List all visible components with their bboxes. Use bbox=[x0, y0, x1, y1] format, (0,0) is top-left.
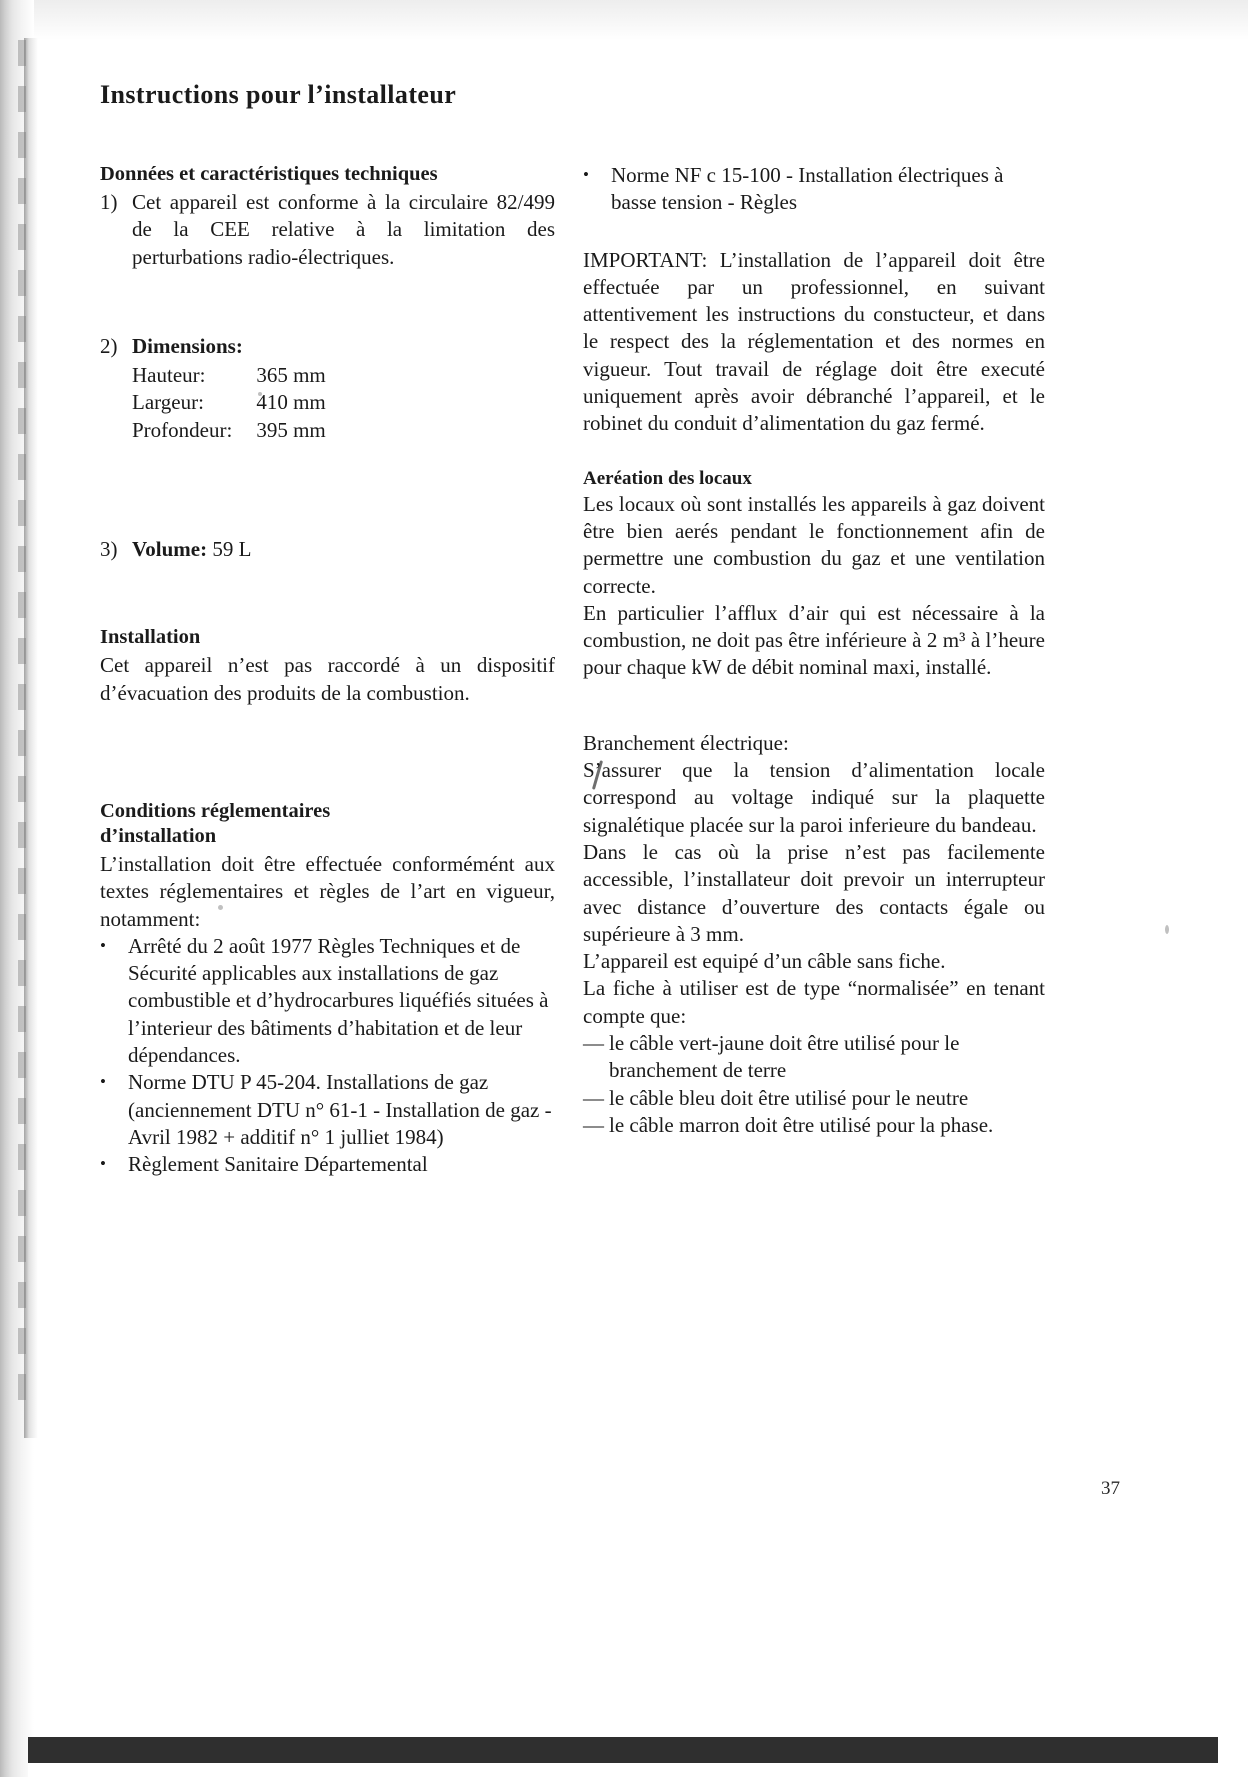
spacer bbox=[100, 563, 555, 625]
volume-line bbox=[132, 536, 555, 563]
list-item-text: le câble vert-jaune doit être utilisé pour le branchement de terre bbox=[609, 1031, 960, 1083]
section-heading-aeration: Aeréation des locaux bbox=[583, 467, 752, 489]
dimension-value: 365 mm bbox=[256, 363, 326, 388]
page-number: 37 bbox=[1101, 1478, 1120, 1499]
dash-icon: — bbox=[583, 1085, 604, 1110]
scan-left-streak bbox=[24, 38, 38, 1438]
table-row bbox=[132, 417, 326, 444]
conditions-intro-paragraph: L’installation doit être effectuée conformémént aux textes réglementaires et règles de l’art en vigueur, notamment: bbox=[100, 851, 555, 931]
bullet-icon: • bbox=[583, 165, 589, 184]
list-item-text: Norme NF c 15-100 - Installation électriques à basse tension - Règles bbox=[611, 163, 1004, 215]
dimensions-label: Dimensions: bbox=[132, 333, 243, 358]
right-column bbox=[583, 162, 1045, 1139]
aeration-paragraph-2: En particulier l’afflux d’air qui est nécessaire à la combustion, ne doit pas être inférieure à 2 m³ à l’heure pour chaque kW de débit nominal maxi, installé. bbox=[583, 600, 1045, 680]
list-item-text: le câble bleu doit être utilisé pour le neutre bbox=[609, 1085, 969, 1110]
spacer bbox=[583, 217, 1045, 247]
cable-dash-list bbox=[583, 1030, 1045, 1139]
conditions-heading-line2: d’installation bbox=[100, 824, 217, 847]
norm-bullet-list bbox=[583, 162, 1045, 217]
list-item-text: Norme DTU P 45-204. Installations de gaz (anciennement DTU n° 61-1 - Installation de gaz - Avril 1982 + additif n° 1 julliet 1984) bbox=[128, 1070, 552, 1149]
dimensions-table bbox=[132, 362, 326, 444]
dimension-label: Hauteur: bbox=[132, 363, 206, 388]
scan-speck bbox=[1165, 925, 1169, 934]
branchement-heading: Branchement électrique: bbox=[583, 730, 789, 755]
aeration-paragraph-1: Les locaux où sont installés les appareils à gaz doivent être bien aerés pendant le fonctionnement afin de permettre une combustion du gaz et une ventilation correcte. bbox=[583, 491, 1045, 598]
scan-top-shading bbox=[0, 0, 1248, 40]
spacer bbox=[100, 707, 555, 769]
bullet-icon: • bbox=[100, 1154, 106, 1174]
dimension-label: Largeur: bbox=[132, 390, 204, 415]
list-item bbox=[100, 1069, 555, 1151]
scan-bottom-white-strip bbox=[28, 1763, 1218, 1777]
installation-paragraph: Cet appareil n’est pas raccordé à un dispositif d’évacuation des produits de la combustion. bbox=[100, 653, 555, 705]
list-item-text: le câble marron doit être utilisé pour la phase. bbox=[609, 1112, 994, 1137]
volume-label: Volume: bbox=[132, 537, 208, 562]
bullet-icon: • bbox=[100, 935, 106, 955]
section-heading-installation: Installation bbox=[100, 626, 201, 649]
list-item bbox=[583, 162, 1045, 217]
dash-icon: — bbox=[583, 1031, 604, 1056]
conditions-bullet-list bbox=[100, 933, 555, 1179]
dash-icon: — bbox=[583, 1112, 604, 1137]
branchement-paragraph-2: Dans le cas où la prise n’est pas facilemente accessible, l’installateur doit prevoir un interrupteur avec distance d’ouverture des contacts égale ou supérieure à 3 mm. bbox=[583, 839, 1045, 946]
list-item-text: Arrêté du 2 août 1977 Règles Techniques et de Sécurité applicables aux installations de gaz combustible et d’hydrocarbures liquéfiés situées à l’interieur des bâtiments d’habitation et de leur dépendances. bbox=[128, 933, 549, 1068]
spacer bbox=[100, 444, 555, 506]
branchement-paragraph-4: La fiche à utiliser est de type “normalisée” en tenant compte que: bbox=[583, 976, 1045, 1028]
spacer bbox=[100, 769, 555, 799]
item-marker: 1) bbox=[100, 190, 118, 214]
dimension-label: Profondeur: bbox=[132, 417, 233, 442]
scan-left-speckle-strip bbox=[18, 40, 26, 1420]
bullet-icon: • bbox=[100, 1072, 106, 1092]
item-text: Cet appareil est conforme à la circulaire 82/499 de la CEE relative à la limitation des perturbations radio-électriques. bbox=[132, 190, 555, 269]
list-item bbox=[583, 1085, 1045, 1112]
page-title: Instructions pour l’installateur bbox=[100, 80, 457, 109]
branchement-paragraph-1: S’assurer que la tension d’alimentation locale correspond au voltage indiqué sur la plaquette signalétique placée sur la paroi inferieure du bandeau. bbox=[583, 758, 1045, 837]
list-item bbox=[100, 1151, 555, 1178]
table-row bbox=[132, 389, 326, 416]
item-marker: 3) bbox=[100, 537, 118, 562]
spacer bbox=[583, 438, 1045, 468]
list-item-text: Règlement Sanitaire Départemental bbox=[128, 1152, 428, 1177]
branchement-paragraph-3: L’appareil est equipé d’un câble sans fiche. bbox=[583, 949, 946, 974]
dimension-value: 395 mm bbox=[256, 417, 326, 442]
list-item bbox=[583, 1030, 1045, 1085]
left-column bbox=[100, 162, 555, 1179]
dimension-value: 410 mm bbox=[256, 390, 326, 415]
item-marker: 2) bbox=[100, 333, 118, 358]
important-paragraph: IMPORTANT: L’installation de l’appareil doit être effectuée par un professionnel, en suivant attentivement les instructions du constucteur, et dans le respect des la réglementation et des normes en vigueur. Tout travail de réglage doit être executé uniquement après avoir débranché l’appareil, et le robinet du conduit d’alimentation du gaz fermé. bbox=[583, 247, 1045, 436]
numbered-item-1 bbox=[100, 189, 555, 271]
list-item bbox=[583, 1112, 1045, 1139]
table-row bbox=[132, 362, 326, 389]
spacer bbox=[100, 271, 555, 333]
volume-value: 59 L bbox=[212, 537, 252, 562]
spacer bbox=[100, 506, 555, 536]
numbered-item-2 bbox=[100, 333, 555, 360]
page-content bbox=[100, 80, 1050, 1179]
conditions-heading-line1: Conditions réglementaires bbox=[100, 799, 331, 822]
two-column-layout bbox=[100, 162, 1050, 1179]
section-heading-conditions bbox=[100, 799, 555, 849]
section-heading-technical-data: Données et caractéristiques techniques bbox=[100, 163, 438, 185]
list-item bbox=[100, 933, 555, 1069]
spacer bbox=[583, 682, 1045, 730]
scan-bottom-dark-band bbox=[28, 1737, 1218, 1763]
numbered-item-3 bbox=[100, 536, 555, 563]
